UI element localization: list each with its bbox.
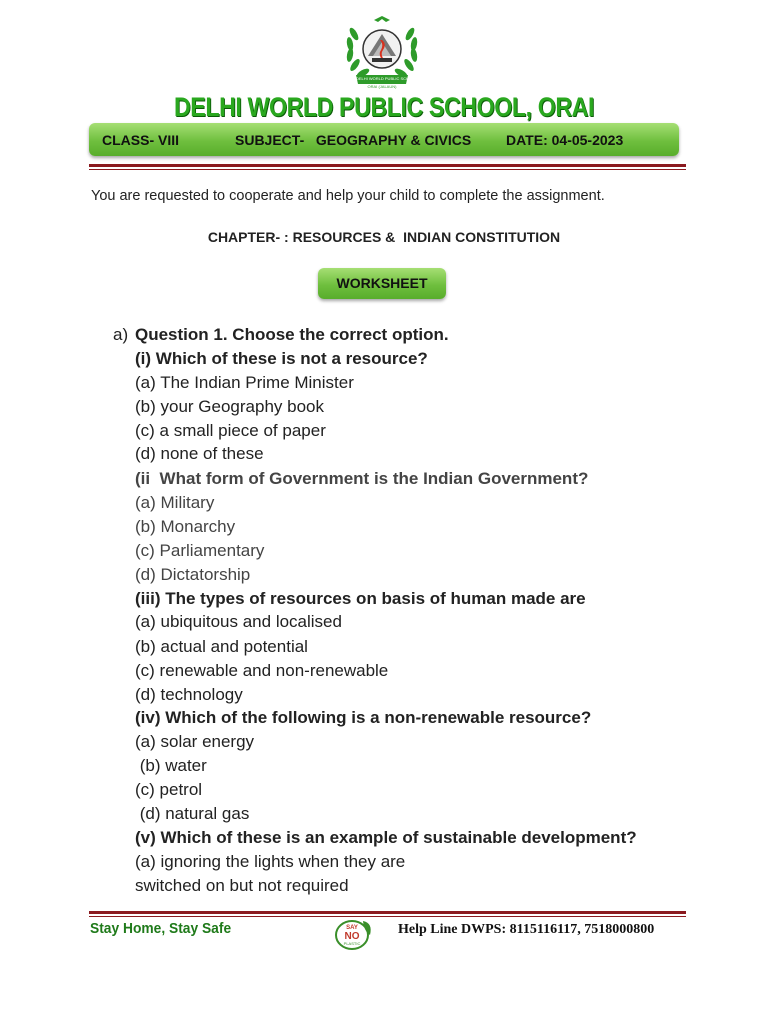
option-i-d: (d) none of these	[135, 444, 264, 463]
option-iii-d: (d) technology	[135, 685, 243, 704]
option-iii-b: (b) actual and potential	[135, 637, 308, 656]
info-bar	[89, 123, 679, 156]
question-heading: Question 1. Choose the correct option.	[135, 325, 449, 344]
parent-note: You are requested to cooperate and help your child to complete the assignment.	[91, 188, 605, 204]
option-v-a-continued: switched on but not required	[135, 876, 349, 895]
option-iv-a: (a) solar energy	[135, 732, 255, 751]
option-ii-c: (c) Parliamentary	[135, 541, 265, 560]
option-v-a: (a) ignoring the lights when they are	[135, 852, 406, 871]
question-iii: (iii) The types of resources on basis of human made are	[135, 589, 586, 608]
question-marker: a)	[113, 325, 129, 344]
option-iii-a: (a) ubiquitous and localised	[135, 612, 342, 631]
option-iv-c: (c) petrol	[135, 780, 203, 799]
option-iii-c: (c) renewable and non-renewable	[135, 661, 389, 680]
say-no-plastic-icon	[333, 917, 375, 951]
date-label: DATE: 04-05-2023	[506, 132, 624, 148]
logo-location-text: ORAI (JALAUN)	[367, 84, 397, 89]
school-name: DELHI WORLD PUBLIC SCHOOL, ORAI	[173, 92, 595, 122]
option-ii-a: (a) Military	[135, 493, 215, 512]
option-iv-d: (d) natural gas	[135, 804, 250, 823]
chapter-title: CHAPTER- : RESOURCES & INDIAN CONSTITUTION	[207, 229, 561, 245]
worksheet-badge: WORKSHEET	[318, 268, 446, 299]
question-ii: (ii What form of Government is the Indian Government?	[135, 469, 589, 488]
question-i: (i) Which of these is not a resource?	[135, 349, 428, 368]
class-label: CLASS- VIII	[102, 132, 180, 148]
footer-slogan: Stay Home, Stay Safe	[90, 920, 232, 937]
badge-no-text: NO	[344, 931, 360, 942]
badge-say-text: SAY	[346, 925, 358, 931]
option-ii-b: (b) Monarchy	[135, 517, 236, 536]
option-ii-d: (d) Dictatorship	[135, 565, 251, 584]
logo-ribbon-text: DELHI WORLD PUBLIC SCHOOL	[356, 76, 418, 81]
subject-label: SUBJECT- GEOGRAPHY & CIVICS	[235, 132, 472, 148]
header-divider	[89, 164, 686, 170]
badge-plastic-text: PLASTIC	[343, 941, 361, 946]
option-i-b: (b) your Geography book	[135, 397, 324, 416]
helpline-text: Help Line DWPS: 8115116117, 7518000800	[398, 922, 655, 937]
question-v: (v) Which of these is an example of sustainable development?	[135, 828, 637, 847]
footer-divider	[89, 911, 686, 917]
option-i-a: (a) The Indian Prime Minister	[135, 373, 354, 392]
option-i-c: (c) a small piece of paper	[135, 421, 326, 440]
question-iv: (iv) Which of the following is a non-renewable resource?	[135, 708, 592, 727]
option-iv-b: (b) water	[135, 756, 207, 775]
